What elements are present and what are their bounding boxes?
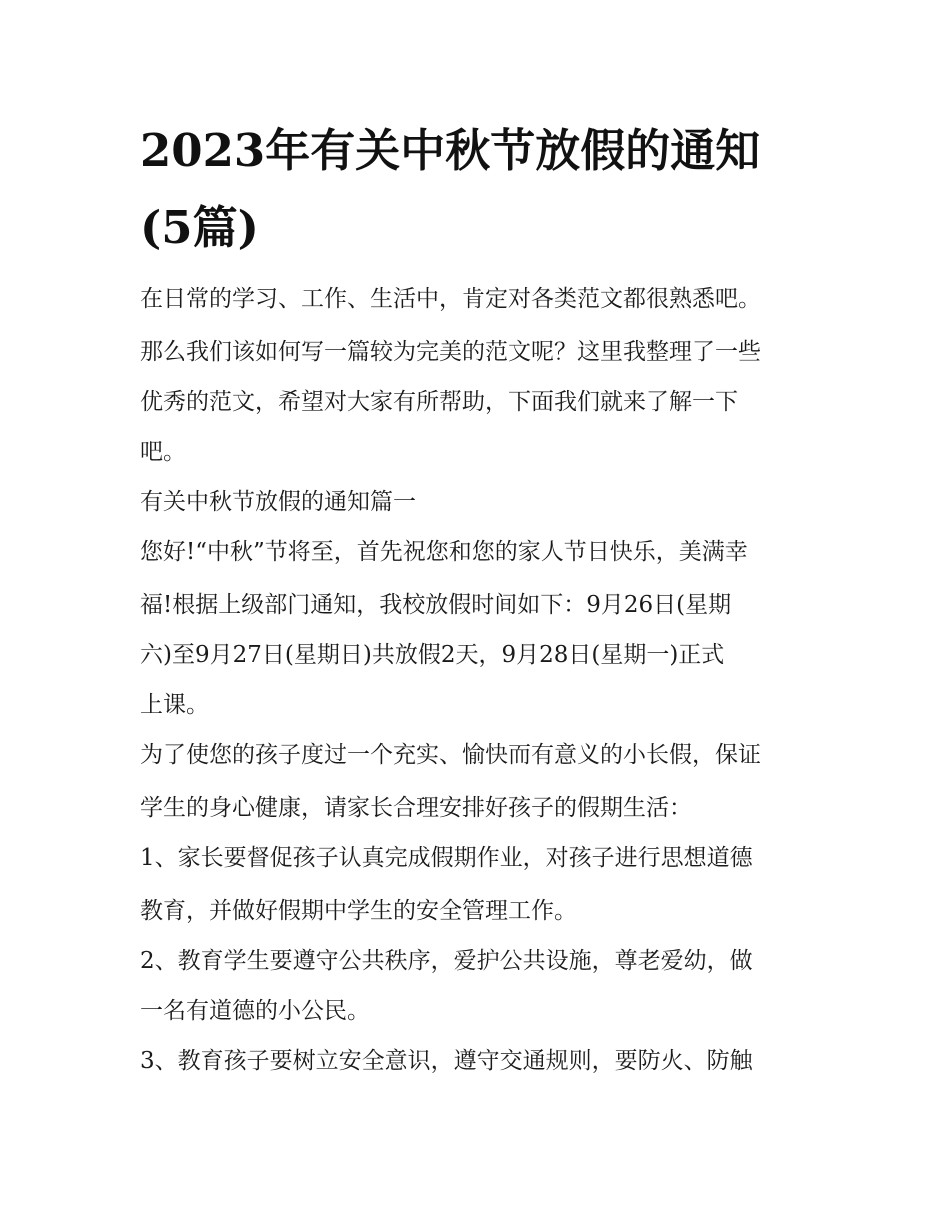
list-item-3-line-1: 3、教育孩子要树立安全意识，遵守交通规则，要防火、防触 [140, 1048, 753, 1074]
list-item-2-line-1: 2、教育学生要遵守公共秩序，爱护公共设施，尊老爱幼，做 [140, 948, 753, 974]
paragraph-line: 上课。 [140, 692, 209, 718]
title-line-1: 2023年有关中秋节放假的通知 [140, 124, 761, 177]
paragraph-line: 您好!“中秋”节将至，首先祝您和您的家人节日快乐，美满幸 [140, 539, 748, 565]
list-item-1-line-1: 1、家长要督促孩子认真完成假期作业，对孩子进行思想道德 [140, 845, 753, 871]
title-line-2: (5篇) [140, 201, 259, 254]
intro-line-2: 那么我们该如何写一篇较为完美的范文呢？这里我整理了一些 [140, 339, 761, 365]
paragraph-line: 福!根据上级部门通知，我校放假时间如下：9月26日(星期 [140, 592, 732, 618]
section-heading: 有关中秋节放假的通知篇一 [140, 489, 416, 515]
paragraph-line: 为了使您的孩子度过一个充实、愉快而有意义的小长假，保证 [140, 742, 761, 768]
list-item-2-line-2: 一名有道德的小公民。 [140, 998, 370, 1024]
list-item-1-line-2: 教育，并做好假期中学生的安全管理工作。 [140, 898, 577, 924]
intro-line-4: 吧。 [140, 439, 186, 465]
paragraph-line: 学生的身心健康，请家长合理安排好孩子的假期生活： [140, 795, 692, 821]
document-title [140, 112, 830, 266]
paragraph-line: 六)至9月27日(星期日)共放假2天，9月28日(星期一)正式 [140, 642, 725, 668]
intro-line-1: 在日常的学习、工作、生活中，肯定对各类范文都很熟悉吧。 [140, 286, 761, 312]
intro-line-3: 优秀的范文，希望对大家有所帮助，下面我们就来了解一下 [140, 389, 738, 415]
